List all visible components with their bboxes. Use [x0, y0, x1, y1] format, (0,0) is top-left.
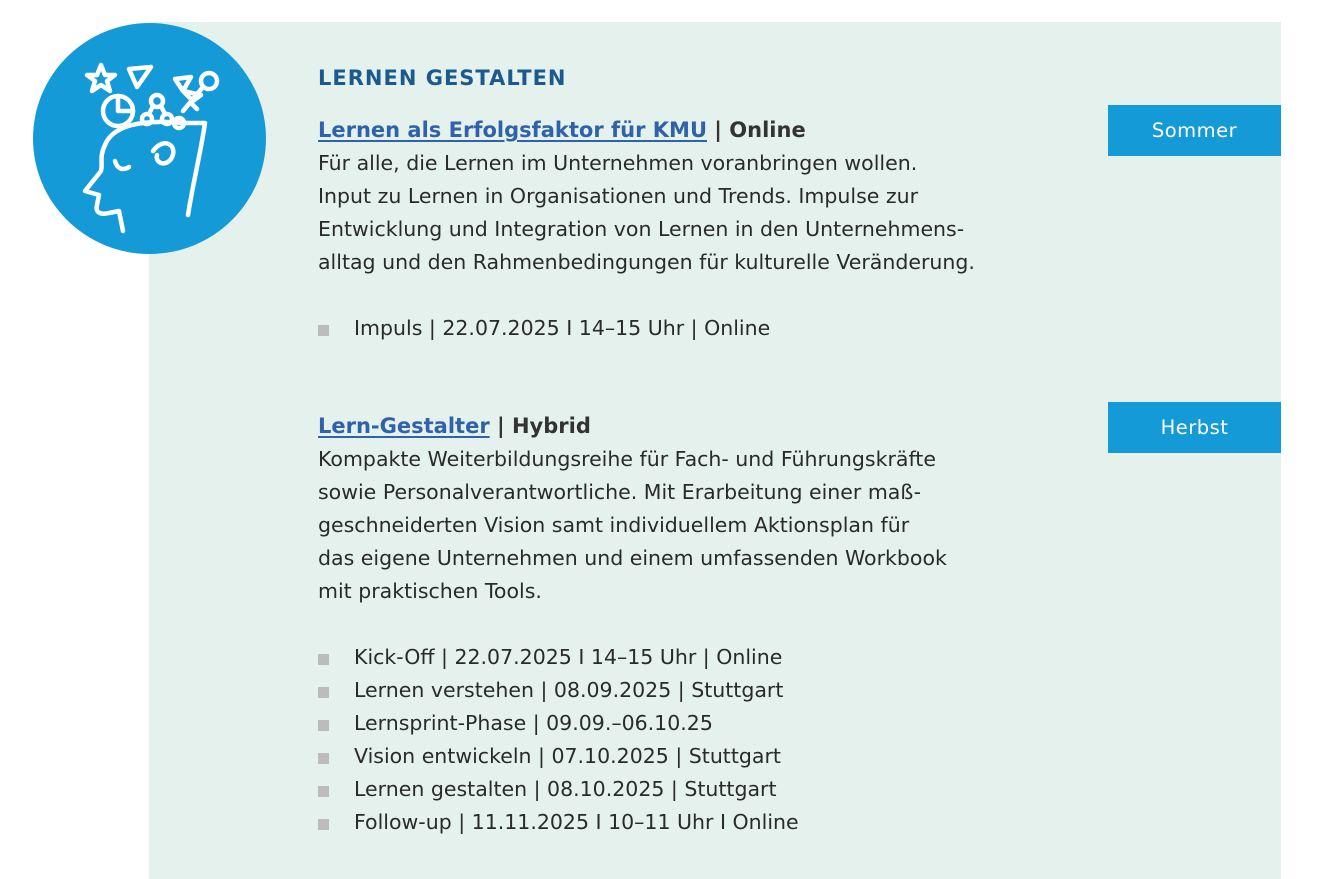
- square-bullet-icon: [318, 786, 329, 797]
- section-heading: LERNEN GESTALTEN: [318, 66, 567, 90]
- square-bullet-icon: [318, 720, 329, 731]
- date-text: Lernen gestalten | 08.10.2025 | Stuttgart: [354, 777, 777, 801]
- date-text: Follow-up | 11.11.2025 I 10–11 Uhr I Online: [354, 810, 799, 834]
- season-badge: Herbst: [1108, 402, 1281, 453]
- date-list-item: [318, 773, 1088, 806]
- course-mode: Online: [729, 118, 806, 142]
- course-mode: Hybrid: [511, 414, 591, 438]
- description-line: mit praktischen Tools.: [318, 579, 542, 603]
- season-badge: Sommer: [1108, 105, 1281, 156]
- course-title: [318, 116, 1088, 145]
- head-with-ideas-icon: [33, 23, 266, 254]
- course-item: [318, 412, 1088, 839]
- square-bullet-icon: [318, 819, 329, 830]
- description-line: alltag und den Rahmenbedingungen für kulturelle Veränderung.: [318, 250, 975, 274]
- date-list-item: [318, 312, 1088, 345]
- square-bullet-icon: [318, 325, 329, 336]
- date-list-item: [318, 641, 1088, 674]
- date-text: Impuls | 22.07.2025 I 14–15 Uhr | Online: [354, 316, 771, 340]
- description-line: Entwicklung und Integration von Lernen in den Unternehmens-: [318, 217, 965, 241]
- date-list-item: [318, 740, 1088, 773]
- date-list: [318, 641, 1088, 839]
- course-description: [318, 147, 1088, 279]
- title-separator: |: [707, 118, 730, 142]
- description-line: Für alle, die Lernen im Unternehmen voranbringen wollen.: [318, 151, 918, 175]
- course-title-link[interactable]: Lern-Gestalter: [318, 414, 490, 438]
- course-title: [318, 412, 1088, 441]
- date-list-item: [318, 707, 1088, 740]
- date-text: Kick-Off | 22.07.2025 I 14–15 Uhr | Online: [354, 645, 783, 669]
- course-item: [318, 116, 1088, 345]
- description-line: geschneiderten Vision samt individuellem Aktionsplan für: [318, 513, 910, 537]
- description-line: Input zu Lernen in Organisationen und Trends. Impulse zur: [318, 184, 919, 208]
- description-line: das eigene Unternehmen und einem umfassenden Workbook: [318, 546, 947, 570]
- date-list-item: [318, 674, 1088, 707]
- course-description: [318, 443, 1088, 608]
- date-text: Vision entwickeln | 07.10.2025 | Stuttgart: [354, 744, 781, 768]
- date-list: [318, 312, 1088, 345]
- description-line: Kompakte Weiterbildungsreihe für Fach- und Führungskräfte: [318, 447, 936, 471]
- square-bullet-icon: [318, 654, 329, 665]
- title-separator: |: [489, 414, 512, 438]
- date-text: Lernsprint-Phase | 09.09.–06.10.25: [354, 711, 713, 735]
- square-bullet-icon: [318, 753, 329, 764]
- date-list-item: [318, 806, 1088, 839]
- description-line: sowie Personalverantwortliche. Mit Erarbeitung einer maß-: [318, 480, 922, 504]
- square-bullet-icon: [318, 687, 329, 698]
- date-text: Lernen verstehen | 08.09.2025 | Stuttgart: [354, 678, 784, 702]
- course-title-link[interactable]: Lernen als Erfolgsfaktor für KMU: [318, 118, 707, 142]
